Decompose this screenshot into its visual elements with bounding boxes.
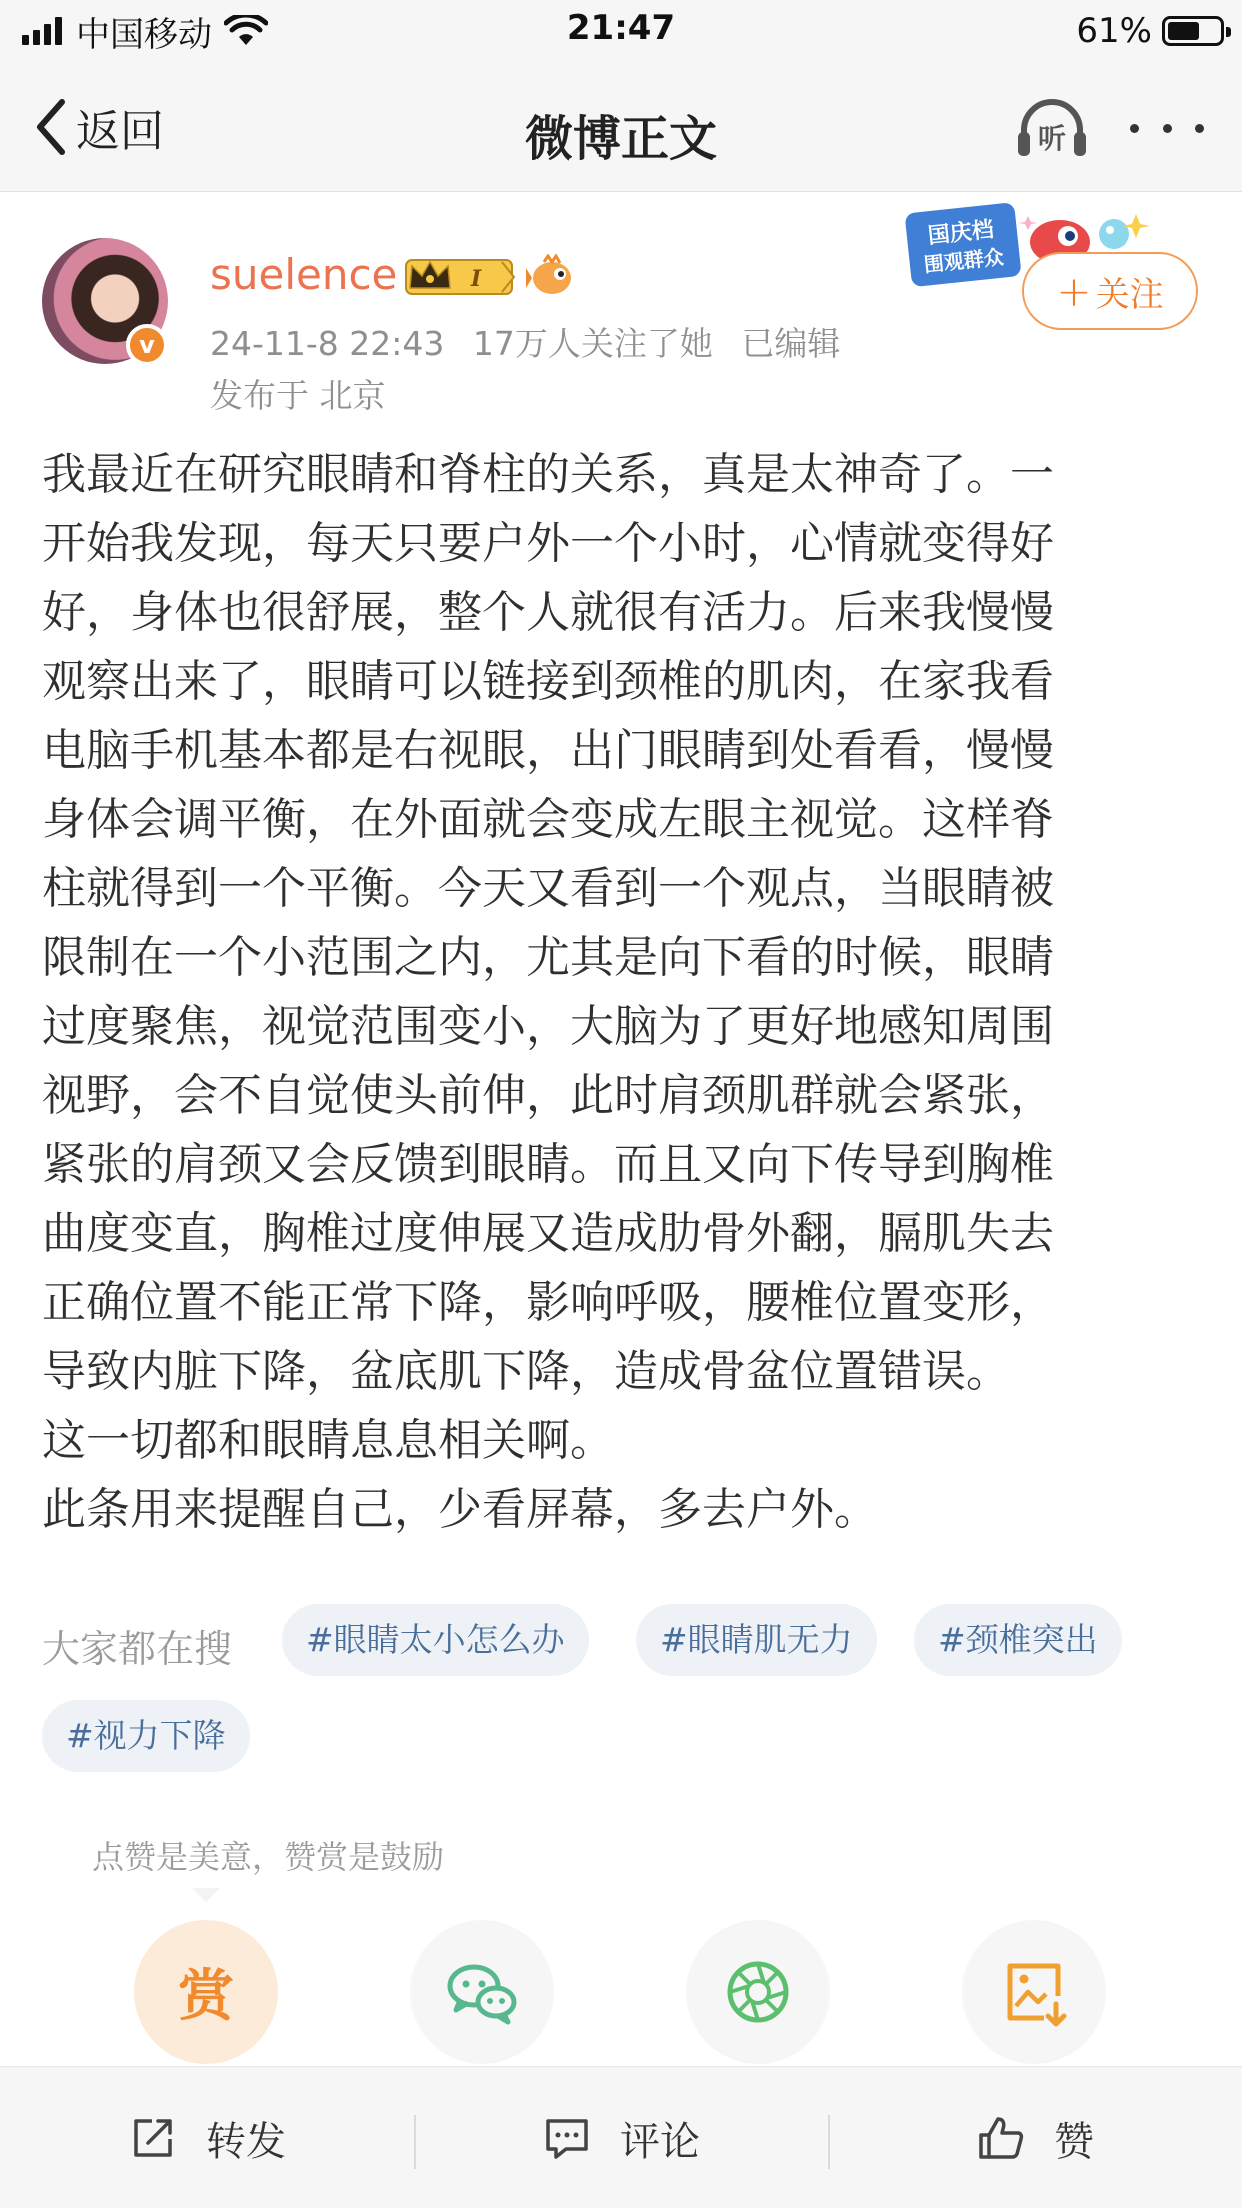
status-time: 21:47 [566,8,676,48]
battery-fill [1168,22,1199,40]
repost-button[interactable] [0,2067,414,2208]
verified-badge-icon: v [126,324,168,366]
hot-search-label: 大家都在搜 [42,1627,233,1671]
post-text-line: 我最近在研究眼睛和脊柱的关系，真是太神奇了。一 [42,449,1054,500]
tip-arrow [192,1888,220,1902]
post-text-line: 电脑手机基本都是右视眼，出门眼睛到处看看，慢慢 [42,725,1054,776]
reward-button[interactable] [134,1920,278,2064]
repost-label: 转发 [206,2118,286,2165]
back-label: 返回 [76,106,164,157]
search-tag[interactable]: #视力下降 [42,1700,250,1772]
status-bar [0,0,1242,62]
plus-icon: + [1056,266,1092,316]
save-image-button[interactable] [962,1920,1106,2064]
wechat-icon [442,1952,522,2032]
nav-bar [0,62,1242,192]
chevron-left-icon [30,96,70,158]
follow-label: 关注 [1095,274,1164,315]
post-text-line: 曲度变直，胸椎过度伸展又造成肋骨外翻，膈肌失去 [42,1208,1054,1259]
post-text-line: 此条用来提醒自己，少看屏幕，多去户外。 [42,1484,878,1535]
post-text-line: 观察出来了，眼睛可以链接到颈椎的肌肉，在家我看 [42,656,1054,707]
post-text-line: 导致内脏下降，盆底肌下降，造成骨盆位置错误。 [42,1346,1010,1397]
carrier-name: 中国移动 [76,14,212,55]
post-location: 发布于 北京 [210,376,386,415]
post-text-line: 视野，会不自觉使头前伸，此时肩颈肌群就会紧张， [42,1070,1054,1121]
post-text-line: 紧张的肩颈又会反馈到眼睛。而且又向下传导到胸椎 [42,1139,1054,1190]
battery-icon [1162,16,1224,46]
comment-button[interactable] [414,2067,828,2208]
repost-icon [128,2113,178,2163]
post-body [42,440,1212,1544]
sticker-line1: 国庆档 [926,217,996,250]
more-button[interactable] [1130,118,1204,138]
follower-count: 17万人关注了她 [472,324,713,363]
edited-label[interactable]: 已编辑 [741,324,841,363]
post-text-line: 这一切都和眼睛息息相关啊。 [42,1415,614,1466]
sticker-line2: 围观群众 [922,244,1005,277]
post-text-line: 过度聚焦，视觉范围变小，大脑为了更好地感知周围 [42,1001,1054,1052]
comment-label: 评论 [620,2118,700,2165]
post-date: 24-11-8 22:43 [210,324,445,363]
reward-label: 赏 [178,1964,234,2029]
moments-icon [718,1952,798,2032]
search-tag[interactable]: #颈椎突出 [914,1604,1122,1676]
bottom-action-bar [0,2066,1242,2208]
save-image-icon [994,1952,1074,2032]
battery-percent: 61% [1076,11,1152,51]
share-moments-button[interactable] [686,1920,830,2064]
post-text-line: 开始我发现，每天只要户外一个小时，心情就变得好 [42,518,1054,569]
more-dot-icon [1195,124,1204,133]
post-text-line: 柱就得到一个平衡。今天又看到一个观点，当眼睛被 [42,863,1054,914]
headphones-icon[interactable] [1014,96,1090,160]
vip-level: I [470,266,482,292]
more-dot-icon [1163,124,1172,133]
post-text-line: 限制在一个小范围之内，尤其是向下看的时候，眼睛 [42,932,1054,983]
listen-label: 听 [1037,122,1067,155]
post-text-line: 好，身体也很舒展，整个人就很有活力。后来我慢慢 [42,587,1054,638]
like-label: 赞 [1054,2118,1094,2165]
share-wechat-button[interactable] [410,1920,554,2064]
follow-button[interactable] [1022,252,1198,330]
vip-crown-badge-icon[interactable] [404,254,520,300]
reward-tip: 点赞是美意，赞赏是鼓励 [70,1826,502,1888]
author-name[interactable]: suelence [210,250,398,299]
fish-emblem-icon [526,254,576,300]
back-button[interactable] [30,92,164,162]
page-title: 微博正文 [524,111,717,167]
more-dot-icon [1130,124,1139,133]
like-button[interactable] [828,2067,1242,2208]
search-tag[interactable]: #眼睛肌无力 [636,1604,877,1676]
comment-icon [542,2113,592,2163]
thumbs-up-icon [976,2113,1026,2163]
post-meta [210,318,858,365]
search-tag[interactable]: #眼睛太小怎么办 [282,1604,589,1676]
status-right [1076,10,1224,52]
post-text-line: 正确位置不能正常下降，影响呼吸，腰椎位置变形， [42,1277,1054,1328]
post-text-line: 身体会调平衡，在外面就会变成左眼主视觉。这样脊 [42,794,1054,845]
hot-search-section [42,1600,1212,1768]
